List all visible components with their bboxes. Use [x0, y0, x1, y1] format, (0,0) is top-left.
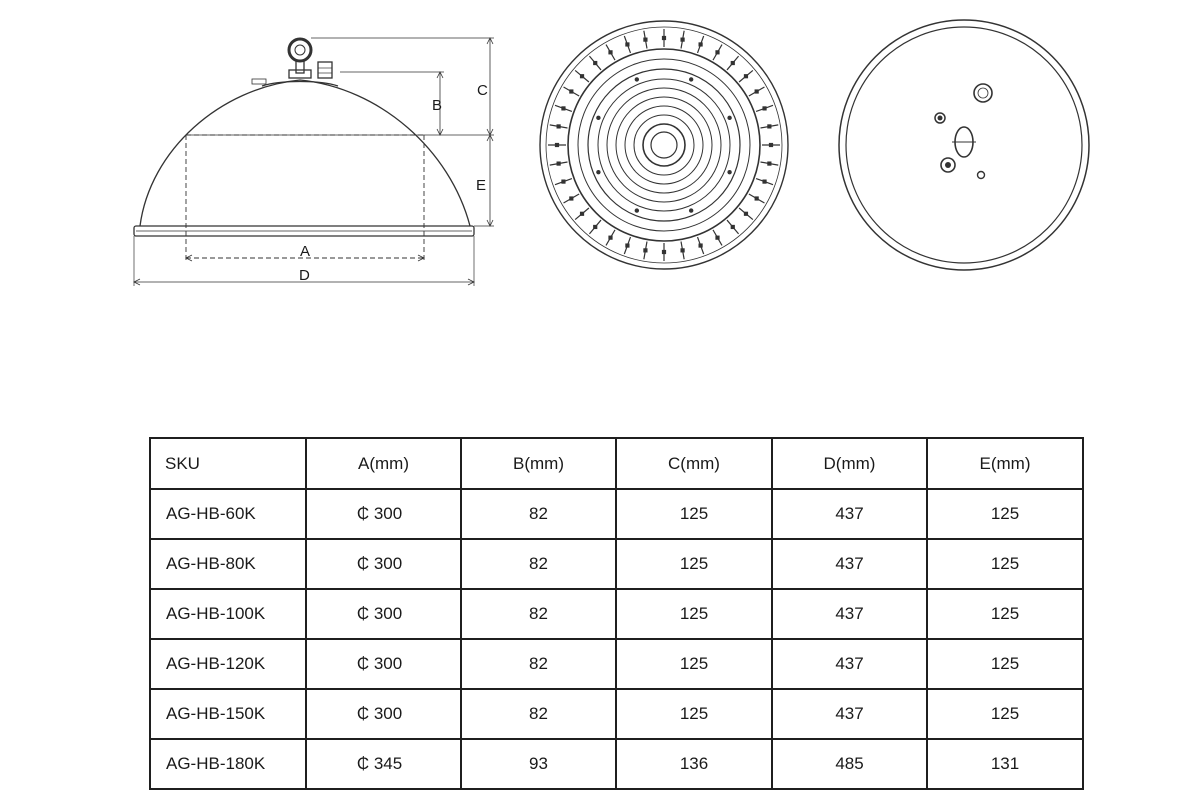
cell-c: 125	[616, 589, 772, 639]
cell-d: 437	[772, 639, 927, 689]
dim-label-b: B	[432, 97, 443, 114]
fin-notch	[570, 197, 573, 200]
cell-c: 125	[616, 489, 772, 539]
fin-notch	[556, 144, 559, 147]
cell-e: 125	[927, 639, 1083, 689]
header-a: A(mm)	[306, 438, 461, 489]
bolt-hole	[727, 170, 731, 174]
cell-a: ₵ 300	[306, 689, 461, 739]
table-row	[150, 689, 1083, 739]
table-row	[150, 589, 1083, 639]
dim-label-e: E	[476, 177, 487, 194]
header-e: E(mm)	[927, 438, 1083, 489]
header-sku: SKU	[150, 438, 306, 489]
cell-a: ₵ 300	[306, 539, 461, 589]
fin-notch	[731, 225, 734, 228]
cell-b: 93	[461, 739, 616, 789]
fin-notch	[768, 125, 771, 128]
cell-c: 125	[616, 639, 772, 689]
cell-d: 437	[772, 489, 927, 539]
fin-notch	[699, 43, 702, 46]
fin-notch	[744, 212, 747, 215]
fin-notch	[763, 107, 766, 110]
fin-notch	[699, 244, 702, 247]
cell-d: 437	[772, 539, 927, 589]
cell-sku: AG-HB-100K	[150, 589, 306, 639]
cell-sku: AG-HB-80K	[150, 539, 306, 589]
bolt-hole	[635, 77, 639, 81]
fin-notch	[562, 107, 565, 110]
bolt-hole	[689, 77, 693, 81]
cell-e: 125	[927, 589, 1083, 639]
cell-e: 125	[927, 689, 1083, 739]
back-view	[839, 20, 1089, 270]
dim-label-d: D	[299, 267, 310, 284]
table-row	[150, 639, 1083, 689]
fin-notch	[594, 225, 597, 228]
dim-label-a: A	[300, 243, 311, 260]
fin-notch	[626, 43, 629, 46]
cell-a: ₵ 300	[306, 639, 461, 689]
fin-notch	[716, 236, 719, 239]
cell-a: ₵ 345	[306, 739, 461, 789]
fin-notch	[663, 37, 666, 40]
cell-sku: AG-HB-60K	[150, 489, 306, 539]
fin-notch	[626, 244, 629, 247]
fin-notch	[770, 144, 773, 147]
fin-notch	[581, 75, 584, 78]
cell-e: 125	[927, 539, 1083, 589]
header-d: D(mm)	[772, 438, 927, 489]
cell-d: 485	[772, 739, 927, 789]
front-view	[540, 21, 788, 269]
bolt-hole	[689, 208, 693, 212]
fin-notch	[755, 197, 758, 200]
cell-sku: AG-HB-150K	[150, 689, 306, 739]
fin-notch	[562, 180, 565, 183]
fin-notch	[557, 162, 560, 165]
fin-notch	[644, 38, 647, 41]
cell-c: 125	[616, 689, 772, 739]
fin-notch	[755, 90, 758, 93]
cell-e: 125	[927, 489, 1083, 539]
fin-notch	[644, 249, 647, 252]
header-c: C(mm)	[616, 438, 772, 489]
fin-notch	[731, 62, 734, 65]
cell-b: 82	[461, 489, 616, 539]
fin-notch	[681, 249, 684, 252]
cell-d: 437	[772, 689, 927, 739]
cell-e: 131	[927, 739, 1083, 789]
spec-table	[149, 437, 1084, 790]
bolt-hole	[635, 208, 639, 212]
fin-notch	[681, 38, 684, 41]
fin-notch	[744, 75, 747, 78]
fin-notch	[570, 90, 573, 93]
bolt-hole	[596, 116, 600, 120]
fin-notch	[768, 162, 771, 165]
fin-notch	[716, 51, 719, 54]
cell-c: 136	[616, 739, 772, 789]
fin-notch	[609, 236, 612, 239]
table-row	[150, 489, 1083, 539]
cell-d: 437	[772, 589, 927, 639]
table-row	[150, 739, 1083, 789]
cell-sku: AG-HB-120K	[150, 639, 306, 689]
bolt-hole	[727, 116, 731, 120]
technical-drawing	[0, 0, 1200, 300]
cell-a: ₵ 300	[306, 589, 461, 639]
cell-b: 82	[461, 589, 616, 639]
fin-notch	[763, 180, 766, 183]
table-header-row	[150, 438, 1083, 489]
cell-b: 82	[461, 689, 616, 739]
cell-a: ₵ 300	[306, 489, 461, 539]
fin-notch	[581, 212, 584, 215]
fin-notch	[609, 51, 612, 54]
fin-notch	[594, 62, 597, 65]
header-b: B(mm)	[461, 438, 616, 489]
cell-c: 125	[616, 539, 772, 589]
table-row	[150, 539, 1083, 589]
fin-notch	[663, 251, 666, 254]
cell-b: 82	[461, 639, 616, 689]
cell-sku: AG-HB-180K	[150, 739, 306, 789]
bolt-hole	[596, 170, 600, 174]
dim-label-c: C	[477, 82, 488, 99]
fin-notch	[557, 125, 560, 128]
side-view	[134, 38, 494, 286]
cell-b: 82	[461, 539, 616, 589]
